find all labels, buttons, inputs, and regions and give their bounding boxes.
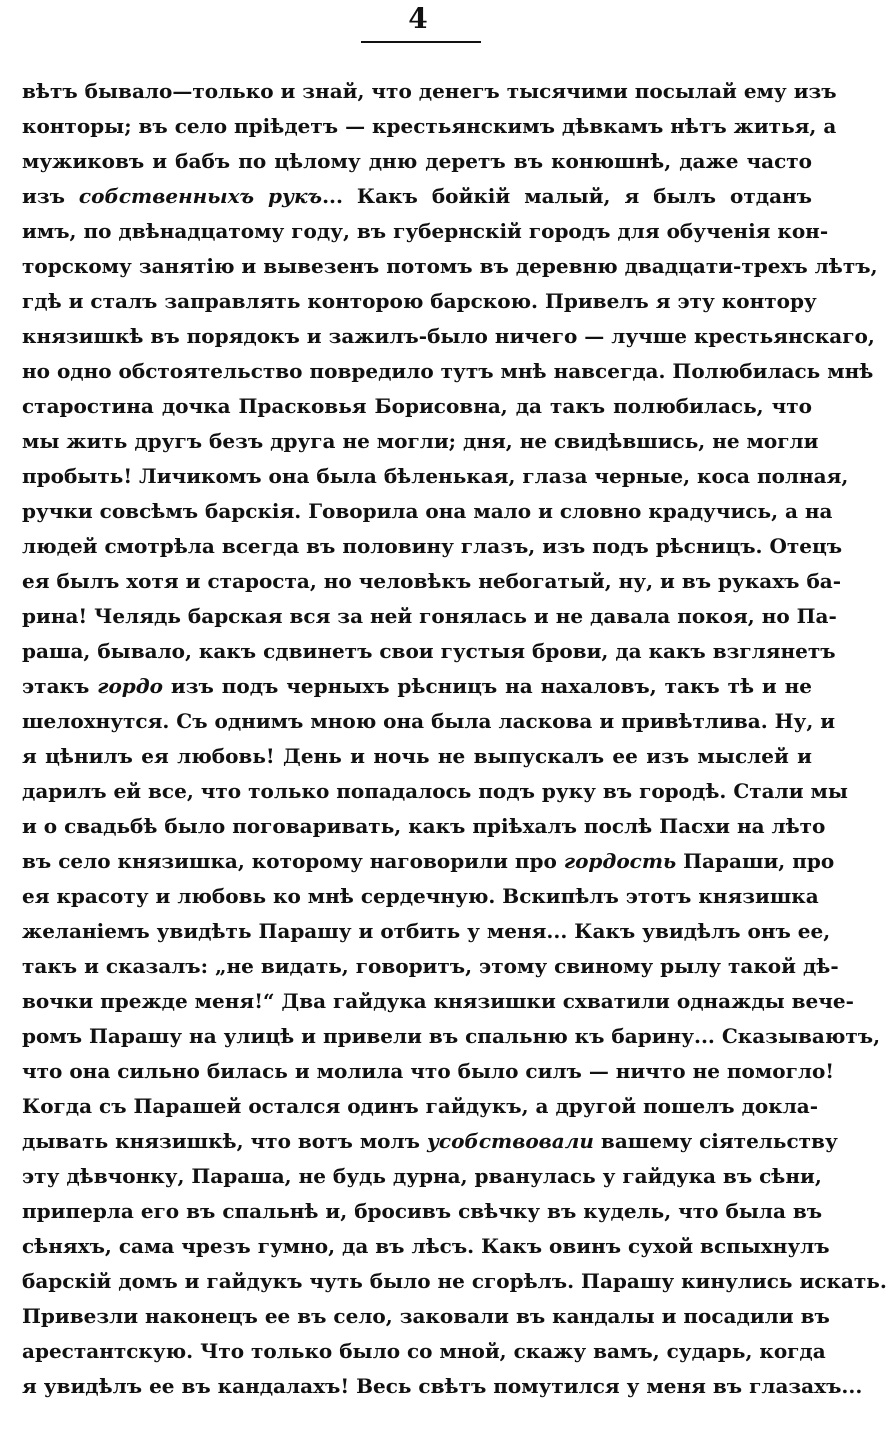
text-line xyxy=(22,1019,881,1054)
text-segment: конторы; въ село пріѣдетъ — крестьянскимъ дѣвкамъ нѣтъ житья, а xyxy=(22,114,837,138)
text-segment: людей смотрѣла всегда въ половину глазъ, изъ подъ рѣсницъ. Отецъ xyxy=(22,534,843,558)
text-segment: ... Какъ бойкій малый, я былъ отданъ xyxy=(322,184,813,208)
text-line xyxy=(22,599,837,634)
text-line xyxy=(22,494,833,529)
text-segment: дарилъ ей все, что только попадалось подъ руку въ городѣ. Стали мы xyxy=(22,779,848,803)
text-segment: пробыть! Личикомъ она была бѣленькая, глаза черные, коса полная, xyxy=(22,464,849,488)
text-line xyxy=(22,844,835,879)
text-segment: мужиковъ и бабъ по цѣлому дню деретъ въ конюшнѣ, даже часто xyxy=(22,149,812,173)
text-segment: вашему сіятельству xyxy=(593,1129,838,1153)
text-line xyxy=(22,984,854,1019)
text-line xyxy=(22,704,836,739)
text-line xyxy=(22,1229,830,1264)
text-line xyxy=(22,319,875,354)
text-segment: что она сильно билась и молила что было силъ — ничто не помогло! xyxy=(22,1059,835,1083)
text-segment: мы жить другъ безъ друга не могли; дня, не свидѣвшись, не могли xyxy=(22,429,819,453)
text-segment: рина! Челядь барская вся за ней гонялась и не давала покоя, но Па- xyxy=(22,604,837,628)
text-line xyxy=(22,179,812,214)
text-segment: дывать князишкѣ, что вотъ молъ xyxy=(22,1129,427,1153)
text-line xyxy=(22,459,849,494)
text-line xyxy=(22,1054,835,1089)
text-line xyxy=(22,284,817,319)
text-segment: вѣтъ бывало—только и знай, что денегъ тысячими посылай ему изъ xyxy=(22,79,837,103)
text-segment: изъ подъ черныхъ рѣсницъ на нахаловъ, такъ тѣ и не xyxy=(163,674,813,698)
text-line xyxy=(22,529,843,564)
text-segment: этакъ xyxy=(22,674,98,698)
text-segment: Привезли наконецъ ее въ село, заковали въ кандалы и посадили въ xyxy=(22,1304,830,1328)
text-segment: я цѣнилъ ея любовь! День и ночь не выпускалъ ее изъ мыслей и xyxy=(22,744,812,768)
text-line xyxy=(22,1299,830,1334)
body-text xyxy=(22,74,887,1404)
text-segment: ручки совсѣмъ барскія. Говорила она мало и словно крадучись, а на xyxy=(22,499,833,523)
text-line xyxy=(22,564,842,599)
text-line xyxy=(22,949,839,984)
text-segment: вочки прежде меня!“ Два гайдука князишки схватили однажды вече- xyxy=(22,989,854,1013)
text-segment: арестантскую. Что только было со мной, скажу вамъ, сударь, когда xyxy=(22,1339,826,1363)
text-line xyxy=(22,739,812,774)
text-segment: но одно обстоятельство повредило тутъ мнѣ навсегда. Полюбилась мнѣ xyxy=(22,359,874,383)
text-segment: шелохнутся. Съ однимъ мною она была ласкова и привѣтлива. Ну, и xyxy=(22,709,836,733)
text-segment: желаніемъ увидѣть Парашу и отбить у меня... Какъ увидѣлъ онъ ее, xyxy=(22,919,831,943)
text-segment: барскій домъ и гайдукъ чуть было не сгорѣлъ. Парашу кинулись искать. xyxy=(22,1269,887,1293)
text-line xyxy=(22,109,837,144)
text-segment: и о свадьбѣ было поговаривать, какъ пріѣхалъ послѣ Пасхи на лѣто xyxy=(22,814,826,838)
text-segment: князишкѣ въ порядокъ и зажилъ-было ничего — лучше крестьянскаго, xyxy=(22,324,875,348)
text-line xyxy=(22,249,878,284)
text-segment: торскому занятію и вывезенъ потомъ въ деревню двадцати-трехъ лѣтъ, xyxy=(22,254,878,278)
text-segment: эту дѣвчонку, Параша, не будь дурна, рванулась у гайдука въ сѣни, xyxy=(22,1164,822,1188)
text-line xyxy=(22,879,819,914)
text-line xyxy=(22,214,829,249)
text-line xyxy=(22,634,836,669)
text-line xyxy=(22,1194,823,1229)
text-line xyxy=(22,424,819,459)
text-line xyxy=(22,809,826,844)
text-line xyxy=(22,914,831,949)
page-number: 4 xyxy=(408,2,428,35)
text-segment: Когда съ Парашей остался одинъ гайдукъ, а другой пошелъ докла- xyxy=(22,1094,819,1118)
text-segment: я увидѣлъ ее въ кандалахъ! Весь свѣтъ помутился у меня въ глазахъ... xyxy=(22,1374,863,1398)
text-segment: Параши, про xyxy=(676,849,835,873)
header-rule xyxy=(361,41,481,43)
text-line xyxy=(22,669,812,704)
emphasis-text: собственныхъ рукъ xyxy=(78,184,323,208)
text-segment: такъ и сказалъ: „не видать, говоритъ, этому свиному рылу такой дѣ- xyxy=(22,954,839,978)
text-segment: раша, бывало, какъ сдвинетъ свои густыя брови, да какъ взглянетъ xyxy=(22,639,836,663)
text-line xyxy=(22,774,848,809)
text-line xyxy=(22,1264,887,1299)
text-segment: старостина дочка Прасковья Борисовна, да такъ полюбилась, что xyxy=(22,394,812,418)
text-segment: въ село князишка, которому наговорили про xyxy=(22,849,564,873)
text-line xyxy=(22,389,812,424)
text-line xyxy=(22,1369,863,1404)
emphasis-text: гордость xyxy=(563,849,677,873)
text-line xyxy=(22,74,837,109)
text-segment: приперла его въ спальнѣ и, бросивъ свѣчку въ кудель, что была въ xyxy=(22,1199,823,1223)
text-segment: изъ xyxy=(22,184,79,208)
text-line xyxy=(22,354,874,389)
text-line xyxy=(22,144,812,179)
text-segment: имъ, по двѣнадцатому году, въ губернскій городъ для обученія кон- xyxy=(22,219,829,243)
emphasis-text: гордо xyxy=(97,674,164,698)
text-line xyxy=(22,1159,822,1194)
text-segment: сѣняхъ, сама чрезъ гумно, да въ лѣсъ. Какъ овинъ сухой вспыхнулъ xyxy=(22,1234,830,1258)
text-line xyxy=(22,1334,826,1369)
text-segment: ея красоту и любовь ко мнѣ сердечную. Вскипѣлъ этотъ князишка xyxy=(22,884,819,908)
text-segment: ромъ Парашу на улицѣ и привели въ спальню къ барину... Сказываютъ, xyxy=(22,1024,881,1048)
text-segment: ея былъ хотя и староста, но человѣкъ небогатый, ну, и въ рукахъ ба- xyxy=(22,569,842,593)
emphasis-text: усобствовали xyxy=(426,1129,594,1153)
text-line xyxy=(22,1124,838,1159)
text-line xyxy=(22,1089,819,1124)
text-segment: гдѣ и сталъ заправлять конторою барскою. Привелъ я эту контору xyxy=(22,289,817,313)
